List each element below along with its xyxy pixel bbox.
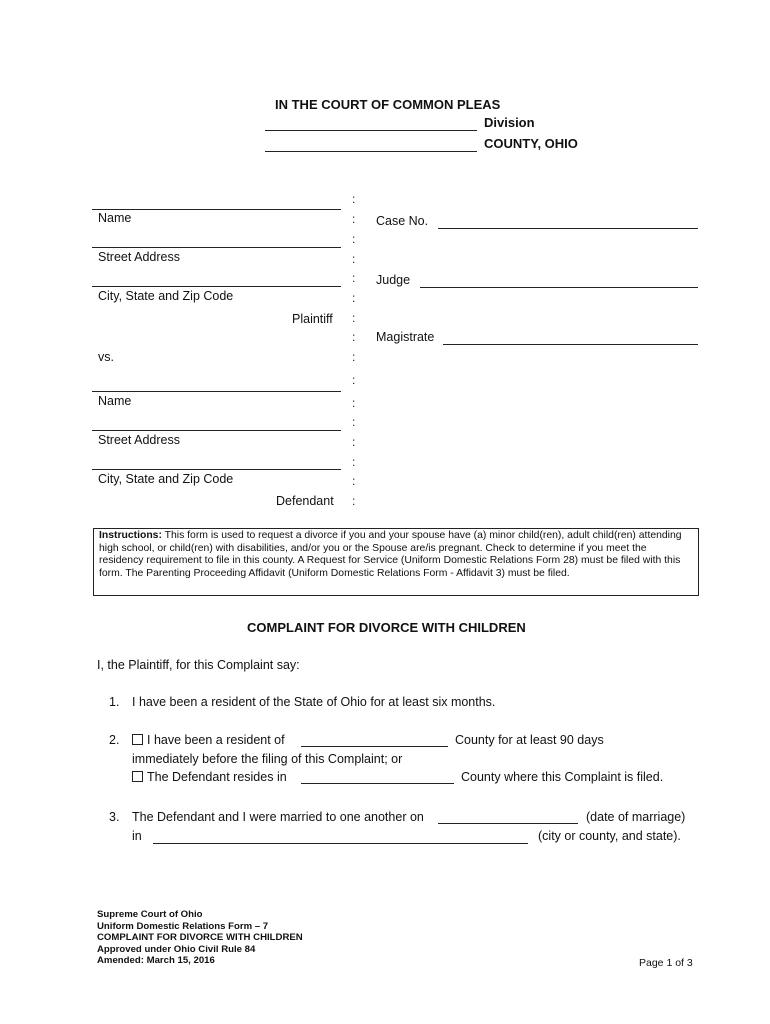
item-1-text: I have been a resident of the State of Ohio for at least six months. [132,695,496,709]
item-2-option-1-text: I have been a resident of [147,733,285,747]
page-number: Page 1 of 3 [639,957,693,969]
caption-colon: : [352,311,356,325]
magistrate-label: Magistrate [376,330,435,344]
instructions-heading: Instructions: [99,530,162,541]
defendant-city-label: City, State and Zip Code [98,472,234,486]
caption-colon: : [352,396,356,410]
caption-colon: : [352,415,356,429]
caption-colon: : [352,212,356,226]
item-3-in: in [132,829,142,843]
county-label: COUNTY, OHIO [484,136,578,151]
caption-colon: : [352,494,356,508]
caption-colon: : [352,252,356,266]
defendant-county-field[interactable] [301,783,454,784]
instructions-text: This form is used to request a divorce if you and your spouse have (a) minor child(ren), adult child(ren) attending high school, or child(ren) with disabilities, and/or you or the Spouse are/is pregnant. Check to determine if you meet the residency requirement to file in this county. A Request for Service (Uniform Domestic Relations Form 28) must be filed with this form. The Parenting Proceeding Affidavit (Uniform Domestic Relations Form - Affidavit 3) must be filed. [99,530,682,579]
form-footer [97,909,303,967]
judge-field[interactable] [420,287,698,288]
marriage-date-field[interactable] [438,823,578,824]
plaintiff-role-label: Plaintiff [292,312,333,326]
defendant-name-label: Name [98,394,132,408]
court-title: IN THE COURT OF COMMON PLEAS [275,97,501,112]
plaintiff-street-field[interactable] [92,247,341,248]
caption-colon: : [352,474,356,488]
defendant-resides-checkbox[interactable] [132,771,143,782]
complaint-title: COMPLAINT FOR DIVORCE WITH CHILDREN [247,620,526,635]
item-2-option-2 [132,770,287,784]
place-of-marriage-note: (city or county, and state). [538,829,681,843]
caption-colon: : [352,291,356,305]
item-2-option-1-after: County for at least 90 days [455,733,604,747]
footer-line: Amended: March 15, 2016 [97,955,215,967]
judge-label: Judge [376,273,411,287]
caption-colon: : [352,373,356,387]
footer-line: COMPLAINT FOR DIVORCE WITH CHILDREN [97,932,303,944]
caption-colon: : [352,271,356,285]
case-no-field[interactable] [438,228,698,229]
defendant-street-field[interactable] [92,430,341,431]
footer-line: Supreme Court of Ohio [97,909,203,920]
item-2-number: 2. [109,733,120,747]
item-2-option-2-text: The Defendant resides in [147,770,287,784]
caption-colon: : [352,232,356,246]
plaintiff-city-field[interactable] [92,286,341,287]
caption-colon: : [352,192,356,206]
resident-county-field[interactable] [301,746,448,747]
defendant-role-label: Defendant [276,494,334,508]
item-2-option-1-line2: immediately before the filing of this Complaint; or [132,752,403,766]
defendant-name-field[interactable] [92,391,341,392]
footer-line: Approved under Ohio Civil Rule 84 [97,943,256,955]
plaintiff-name-field[interactable] [92,209,341,210]
instructions-box [93,528,699,596]
item-3-number: 3. [109,810,120,824]
magistrate-field[interactable] [443,344,698,345]
defendant-city-field[interactable] [92,469,341,470]
plaintiff-name-label: Name [98,211,132,225]
item-1-number: 1. [109,695,120,709]
footer-line: Uniform Domestic Relations Form – 7 [97,920,269,932]
defendant-street-label: Street Address [98,433,180,447]
plaintiff-city-label: City, State and Zip Code [98,289,234,303]
caption-colon: : [352,350,356,364]
marriage-place-field[interactable] [153,843,528,844]
case-no-label: Case No. [376,214,429,228]
caption-colon: : [352,435,356,449]
item-2-option-1 [132,733,285,747]
versus-label: vs. [98,350,114,364]
item-3-text: The Defendant and I were married to one another on [132,810,424,824]
resident-checkbox[interactable] [132,734,143,745]
item-2-option-2-after: County where this Complaint is filed. [461,770,664,784]
intro-text: I, the Plaintiff, for this Complaint say: [97,658,300,672]
county-field[interactable] [265,151,477,152]
date-of-marriage-note: (date of marriage) [586,810,686,824]
plaintiff-street-label: Street Address [98,250,180,264]
division-label: Division [484,115,535,130]
caption-colon: : [352,455,356,469]
caption-colon: : [352,330,356,344]
division-field[interactable] [265,130,477,131]
